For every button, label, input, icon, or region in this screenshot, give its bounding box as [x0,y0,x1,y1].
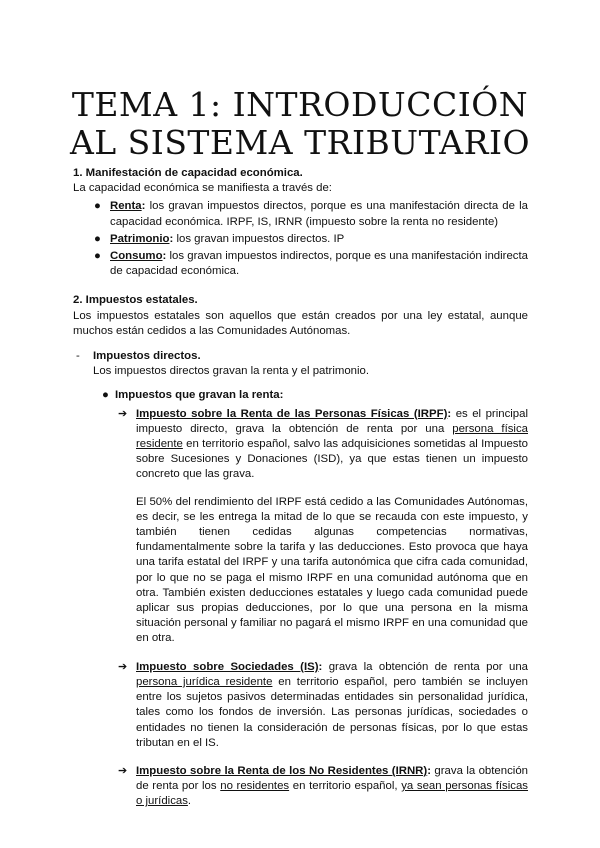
irnr-link-1: no residentes [220,780,290,793]
irnr-text: grava la obtención de renta por los [136,764,529,793]
irnr-link-2: ya sean personas físicas o jurídicas [136,780,529,808]
page-title [0,86,600,162]
list-item-patrimonio: ● Patrimonio: los gravan impuestos directos. IP [96,232,528,247]
bullet-icon: ● [102,389,109,402]
is-item: ➔ Impuesto sobre Sociedades (IS): grava la obtención de renta por una persona jurídica residente en territorio español, pero también se incluyen entre los sujetos pasivos determinadas entidades sin personalidad jurídica, tales como los fondos de inversión. Las personas jurídicas, sociedades o entidades no tienen la consideración de personas físicas, por lo que estas tributan en el IS. [118,660,528,749]
irpf-text-end: en territorio español, salvo las adquisiciones sometidas al Impuesto sobre Sucesiones y Donaciones (ISD), ya que estas tienen un impuesto concreto que las grava. [136,438,528,481]
section-1-heading: 1. Manifestación de capacidad económica. [73,167,303,179]
is-link: persona jurídica residente [136,675,273,688]
subsection-heading: Impuestos directos. [93,350,201,363]
irnr-item: ➔ Impuesto sobre la Renta de los No Residentes (IRNR): grava la obtención de renta por los no residentes en territorio español, ya sean personas físicas o jurídicas. [118,764,529,808]
irnr-name: Impuesto sobre la Renta de los No Residentes (IRNR) [136,764,428,777]
is-name: Impuesto sobre Sociedades (IS) [136,660,319,673]
list-item-text: los gravan impuestos directos, porque es una manifestación directa de la capacidad económica. IRPF, IS, IRNR (impuesto sobre la renta no residente) [110,200,528,228]
document-body [73,166,528,810]
title-line-2: AL SISTEMA TRIBUTARIO [69,123,531,162]
arrow-icon: ➔ [118,764,128,777]
irpf-name: Impuesto sobre la Renta de las Personas Físicas (IRPF) [136,407,448,420]
is-text: grava la obtención de renta por una [322,660,528,673]
subsection-intro: Los impuestos directos gravan la renta y el patrimonio. [93,365,370,378]
irpf-item: ➔ Impuesto sobre la Renta de las Personas Físicas (IRPF): es el principal impuesto directo, grava la obtención de renta por una persona física residente en territorio español, salvo las adquisiciones sometidas al Impuesto sobre Sucesiones y Donaciones (ISD), ya que estas tienen un impuesto concreto que las grava. [118,407,529,481]
income-taxes-item [73,388,528,403]
capacity-list [73,199,528,279]
list-item-renta: ● Renta: los gravan impuestos directos, porque es una manifestación directa de la capacidad económica. IRPF, IS, IRNR (impuesto sobre la renta no residente) [94,200,528,228]
term-renta: Renta [110,200,142,213]
income-taxes-heading: Impuestos que gravan la renta: [115,389,284,402]
term-patrimonio: Patrimonio [110,232,170,245]
section-2-intro: Los impuestos estatales son aquellos que están creados por una ley estatal, aunque muchos están cedidos a las Comunidades Autónomas. [73,309,528,337]
list-item-consumo: ● Consumo: los gravan impuestos indirectos, porque es una manifestación indirecta de capacidad económica. [94,250,528,278]
irnr-text-end: . [187,795,192,808]
irpf-text: es el principal impuesto directo, grava la obtención de renta por una [136,407,529,435]
bullet-icon: ● [94,250,101,263]
subsection-direct-taxes [73,349,528,379]
list-item-text: los gravan impuestos indirectos, porque es una manifestación indirecta de capacidad económica. [110,250,528,278]
term-consumo: Consumo [110,250,163,263]
dash-marker: - [76,350,80,363]
irnr-text-mid: en territorio español, [289,780,402,793]
title-line-1: TEMA 1: INTRODUCCIÓN [71,85,529,124]
irpf-paragraph-2: El 50% del rendimiento del IRPF está cedido a las Comunidades Autónomas, es decir, se les entrega la mitad de lo que se recauda con este impuesto, y también tienen cedidas algunas competencias normativas, fundamentalmente sobre la tarifa y las deducciones. Esto provoca que haya una tarifa estatal del IRPF y una tarifa autonómica que cifra cada comunidad, por lo que no se paga el mismo IRPF en una comunidad autónoma que en otra. También existen deducciones estatales y luego cada comunidad puede aplicar sus propias deducciones, por lo que una persona en la misma situación personal y familiar no pagará el mismo IRPF en una comunidad que en otra. [136,495,528,645]
irpf-link: persona física residente [136,422,528,451]
list-item-text: los gravan impuestos directos. IP [173,232,345,245]
section-1-intro: La capacidad económica se manifiesta a través de: [73,182,332,195]
section-2-heading: 2. Impuestos estatales. [73,294,198,307]
is-text-end: en territorio español, pero también se incluyen entre los sujetos pasivos determinadas entidades sin personalidad jurídica, tales como los fondos de inversión. Las personas jurídicas, sociedades o entidades no tienen la consideración de personas físicas, por lo que estas tributan en el IS. [136,675,528,749]
arrow-icon: ➔ [118,660,128,673]
bullet-icon: ● [94,232,101,245]
arrow-icon: ➔ [118,407,128,420]
bullet-icon: ● [94,200,101,213]
